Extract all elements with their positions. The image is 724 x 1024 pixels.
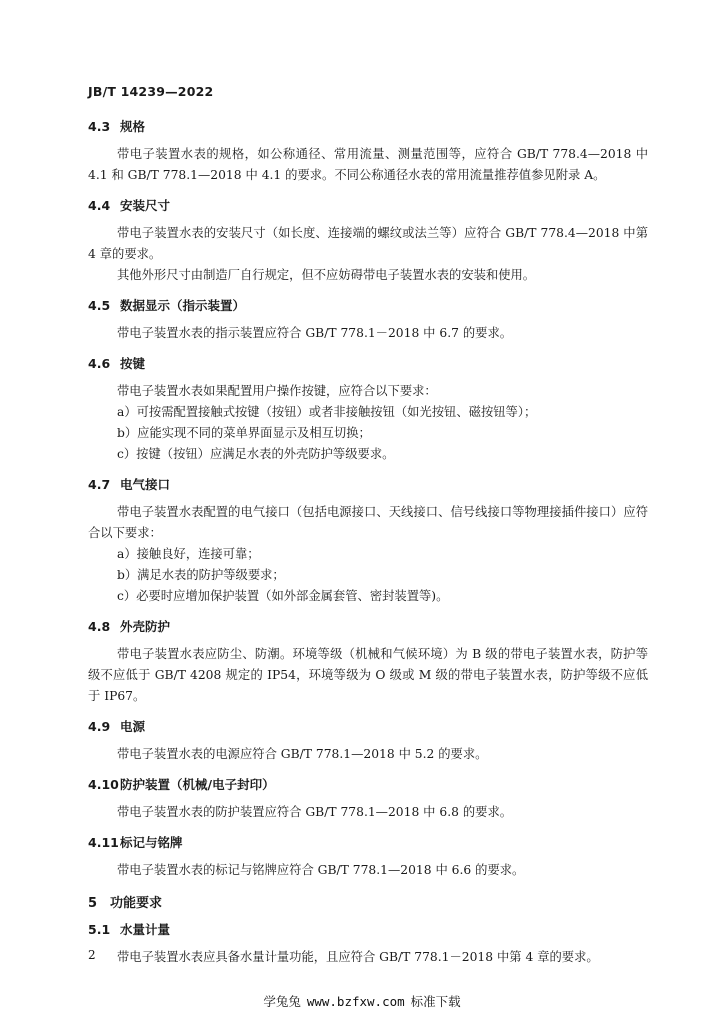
section-heading [88, 618, 648, 636]
section-number: 4.6 [88, 356, 111, 371]
section-title: 安装尺寸 [120, 198, 171, 213]
footer-site-name: 学兔兔 [263, 994, 301, 1009]
section-number: 4.9 [88, 719, 111, 734]
section-heading [88, 297, 648, 315]
list-item: b）应能实现不同的菜单界面显示及相互切换； [117, 426, 371, 440]
section-title: 电源 [120, 719, 146, 734]
section-number: 4.7 [88, 477, 111, 492]
list-item: a）接触良好，连接可靠； [117, 547, 260, 561]
section-heading [88, 718, 648, 736]
section-number: 4.5 [88, 298, 111, 313]
section-heading [88, 476, 648, 494]
section-number: 5.1 [88, 922, 111, 937]
section-heading [88, 776, 648, 794]
paragraph: 带电子装置水表配置的电气接口（包括电源接口、天线接口、信号线接口等物理接插件接口）应符合以下要求： [88, 505, 648, 540]
list-item: b）满足水表的防护等级要求； [117, 568, 285, 582]
section-title: 功能要求 [110, 896, 163, 911]
section-title: 电气接口 [120, 477, 171, 492]
requirement-list [88, 402, 648, 465]
section-title: 按键 [120, 356, 146, 371]
section-heading [88, 197, 648, 215]
section-title: 防护装置（机械/电子封印） [120, 777, 275, 792]
paragraph: 带电子装置水表应具备水量计量功能，且应符合 GB/T 778.1－2018 中第 4 章的要求。 [117, 950, 599, 964]
paragraph: 带电子装置水表的标记与铭牌应符合 GB/T 778.1—2018 中 6.6 的要求。 [117, 863, 525, 877]
section-heading [88, 895, 648, 913]
paragraph: 带电子装置水表的防护装置应符合 GB/T 778.1—2018 中 6.8 的要求。 [117, 805, 513, 819]
list-item: c）必要时应增加保护装置（如外部金属套管、密封装置等)。 [117, 589, 449, 603]
section-number: 4.10 [88, 777, 119, 792]
footer-url[interactable]: www.bzfxw.com [306, 994, 405, 1009]
document-body [88, 118, 648, 979]
section-number: 4.8 [88, 619, 111, 634]
list-item: a）可按需配置接触式按键（按钮）或者非接触按钮（如光按钮、磁按钮等）； [117, 405, 537, 419]
section-heading [88, 834, 648, 852]
section-title: 水量计量 [120, 922, 171, 937]
section-heading [88, 355, 648, 373]
list-item: c）按键（按钮）应满足水表的外壳防护等级要求。 [117, 447, 395, 461]
requirement-list [88, 544, 648, 607]
footer-watermark [0, 992, 724, 1010]
paragraph: 其他外形尺寸由制造厂自行规定，但不应妨碍带电子装置水表的安装和使用。 [117, 268, 536, 282]
section-number: 4.11 [88, 835, 119, 850]
section-title: 数据显示（指示装置） [120, 298, 246, 313]
paragraph: 带电子装置水表的电源应符合 GB/T 778.1—2018 中 5.2 的要求。 [117, 747, 488, 761]
section-heading [88, 118, 648, 136]
section-number: 5 [88, 896, 98, 911]
section-number: 4.4 [88, 198, 111, 213]
footer-tagline: 标准下载 [410, 994, 461, 1009]
paragraph: 带电子装置水表如果配置用户操作按键，应符合以下要求： [117, 384, 437, 398]
paragraph: 带电子装置水表应防尘、防潮。环境等级（机械和气候环境）为 B 级的带电子装置水表，防护等级不应低于 GB/T 4208 规定的 IP54，环境等级为 O 级或 M 级的带电子装置水表，防护等级不应低于 IP67。 [88, 647, 648, 703]
section-title: 外壳防护 [120, 619, 171, 634]
document-id: JB/T 14239—2022 [88, 84, 214, 99]
section-title: 规格 [120, 119, 146, 134]
paragraph: 带电子装置水表的指示装置应符合 GB/T 778.1－2018 中 6.7 的要求。 [117, 326, 513, 340]
section-title: 标记与铭牌 [120, 835, 183, 850]
section-number: 4.3 [88, 119, 111, 134]
paragraph: 带电子装置水表的规格，如公称通径、常用流量、测量范围等，应符合 GB/T 778.4—2018 中 4.1 和 GB/T 778.1—2018 中 4.1 的要求。不同公称通径水表的常用流量推荐值参见附录 A。 [88, 147, 648, 182]
paragraph: 带电子装置水表的安装尺寸（如长度、连接端的螺纹或法兰等）应符合 GB/T 778.4—2018 中第 4 章的要求。 [88, 226, 648, 261]
section-heading [88, 921, 648, 939]
page-number: 2 [88, 948, 96, 962]
